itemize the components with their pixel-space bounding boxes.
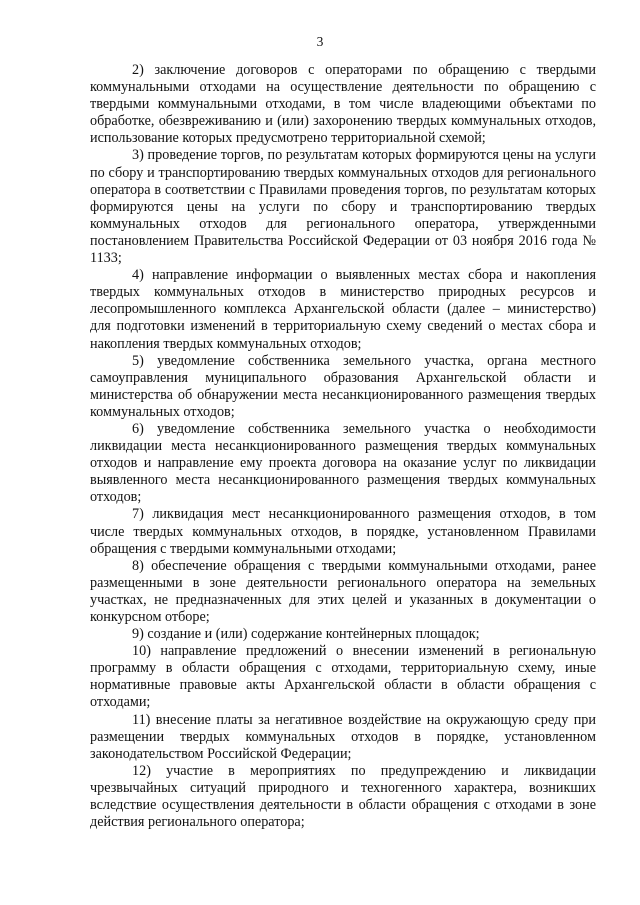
paragraph-item-9: 9) создание и (или) содержание контейнерных площадок; <box>132 626 480 643</box>
paragraph-item-10: 10) направление предложений о внесении изменений в региональную программу в области обращения с отходами, территориальную схему, иные нормативные правовые акты Архангельской области в области обращения с отходами; <box>90 643 596 711</box>
page-number: 3 <box>316 34 324 49</box>
paragraph-item-2: 2) заключение договоров с операторами по обращению с твердыми коммунальными отходами на осуществление деятельности по обращению с твердыми коммунальными отходами, в том числе владеющими объектами по обработке, обезвреживанию и (или) захоронению твердых коммунальных отходов, использование которых предусмотрено территориальной схемой; <box>90 62 596 147</box>
paragraph-item-4: 4) направление информации о выявленных местах сбора и накопления твердых коммунальных отходов в министерство природных ресурсов и лесопромышленного комплекса Архангельской области (далее – министерство) для подготовки изменений в территориальную схему сведений о местах сбора и накопления твердых коммунальных отходов; <box>90 267 596 352</box>
paragraph-item-12: 12) участие в мероприятиях по предупреждению и ликвидации чрезвычайных ситуаций природного и техногенного характера, возникших вследствие осуществления деятельности в области обращения с отходами в зоне действия регионального оператора; <box>90 762 596 831</box>
paragraph-item-5: 5) уведомление собственника земельного участка, органа местного самоуправления муниципального образования Архангельской области и министерства об обнаружении места несанкционированного размещения твердых коммунальных отходов; <box>90 352 596 420</box>
document-body <box>90 62 596 831</box>
paragraph-item-8: 8) обеспечение обращения с твердыми коммунальными отходами, ранее размещенными в зоне деятельности регионального оператора на земельных участках, не предназначенных для этих целей и указанных в документации о конкурсном отборе; <box>90 557 596 625</box>
paragraph-item-7: 7) ликвидация мест несанкционированного размещения отходов, в том числе твердых коммунальных отходов, в порядке, установленном Правилами обращения с твердыми коммунальными отходами; <box>90 506 596 557</box>
paragraph-item-3: 3) проведение торгов, по результатам которых формируются цены на услуги по сбору и транспортированию твердых коммунальных отходов для регионального оператора в соответствии с Правилами проведения торгов, по результатам которых формируются цены на услуги по сбору и транспортированию твердых коммунальных отходов для регионального оператора, утвержденными постановлением Правительства Российской Федерации от 03 ноября 2016 года № 1133; <box>90 147 596 267</box>
paragraph-item-6: 6) уведомление собственника земельного участка о необходимости ликвидации места несанкционированного размещения твердых коммунальных отходов и направление ему проекта договора на оказание услуг по ликвидации выявленного места несанкционированного размещения твердых коммунальных отходов; <box>90 420 596 506</box>
paragraph-item-11: 11) внесение платы за негативное воздействие на окружающую среду при размещении твердых коммунальных отходов в порядке, установленном законодательством Российской Федерации; <box>90 711 596 762</box>
